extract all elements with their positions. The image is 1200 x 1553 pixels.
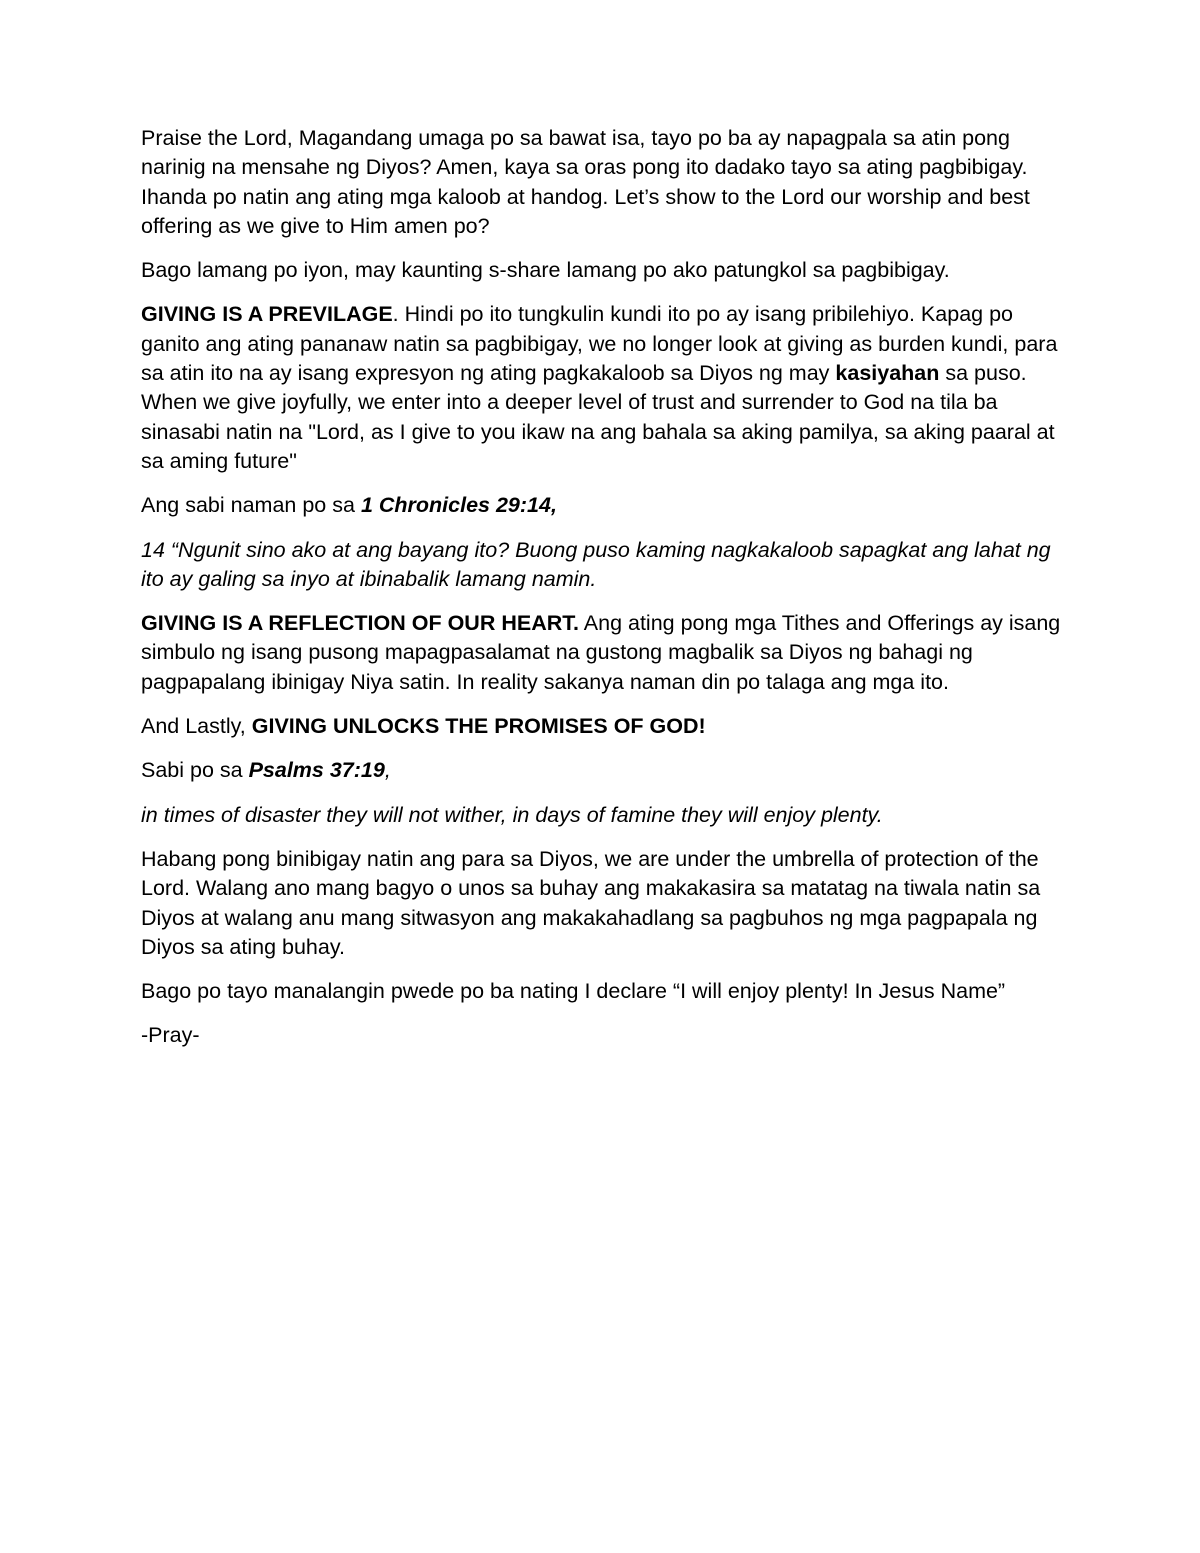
psalms-reference: Psalms 37:19: [248, 758, 385, 783]
psalms-intro-text: Sabi po sa: [141, 758, 249, 783]
reflection-heading: GIVING IS A REFLECTION OF OUR HEART.: [141, 611, 579, 636]
lastly-text: And Lastly,: [141, 714, 252, 739]
paragraph-declare: [141, 977, 1071, 1006]
promises-heading: GIVING UNLOCKS THE PROMISES OF GOD!: [251, 714, 706, 739]
paragraph-chronicles-intro: [141, 491, 1071, 520]
paragraph-privilege: [141, 300, 1071, 476]
greeting-text: Praise the Lord, Magandang umaga po sa bawat isa, tayo po ba ay napagpala sa atin pong narinig na mensahe ng Diyos? Amen, kaya sa oras pong ito dadako tayo sa ating pagbibigay. Ihanda po natin ang ating mga kaloob at handog. Let’s show to the Lord our worship and best offering as we give to Him amen po?: [141, 126, 1030, 238]
reflection-text: Ang ating pong mga Tithes and Offerings ay isang simbulo ng isang pusong mapagpasalamat na gustong magbalik sa Diyos ng bahagi ng pagpapalang ibinigay Niya satin. In reality sakanya naman din po talaga ang mga ito.: [141, 611, 1061, 694]
psalms-reference-comma: ,: [384, 758, 391, 783]
document-body: [141, 124, 1071, 1066]
privilege-bold-word: kasiyahan: [835, 361, 940, 386]
privilege-heading: GIVING IS A PREVILAGE: [141, 302, 393, 327]
paragraph-greeting: [141, 124, 1071, 241]
protection-text: Habang pong binibigay natin ang para sa Diyos, we are under the umbrella of protection of the Lord. Walang ano mang bagyo o unos sa buhay ang makakasira sa matatag na tiwala natin sa Diyos at walang anu mang sitwasyon ang makakahadlang sa pagbuhos ng mga pagpapala ng Diyos sa ating buhay.: [141, 846, 1041, 959]
chronicles-intro-text: Ang sabi naman po sa: [141, 493, 361, 518]
paragraph-pray: [141, 1021, 1071, 1050]
psalms-verse-text: in times of disaster they will not wither, in days of famine they will enjoy plenty.: [141, 802, 883, 827]
privilege-text-a: . Hindi po ito tungkulin kundi ito po ay isang pribilehiyo. Kapag po ganito ang ating pananaw natin sa pagbibigay, we no longer look at giving as burden kundi, para sa atin ito na ay isang expresyon ng ating pagkakaloob sa Diyos ng may: [141, 302, 1058, 386]
paragraph-protection: [141, 845, 1071, 962]
privilege-text-b: sa puso. When we give joyfully, we enter into a deeper level of trust and surrender to God na tila ba sinasabi natin na "Lord, as I give to you ikaw na ang bahala sa aking pamilya, sa aking paaral at sa aming future": [141, 361, 1055, 473]
pray-text: -Pray-: [141, 1023, 200, 1048]
paragraph-reflection: [141, 609, 1071, 697]
paragraph-psalms-intro: [141, 756, 1071, 785]
paragraph-chronicles-verse: [141, 536, 1071, 595]
paragraph-intro: [141, 256, 1071, 285]
intro-text: Bago lamang po iyon, may kaunting s-share lamang po ako patungkol sa pagbibigay.: [141, 258, 950, 283]
paragraph-psalms-verse: [141, 801, 1071, 830]
declare-text: Bago po tayo manalangin pwede po ba nating I declare “I will enjoy plenty! In Jesus Name”: [141, 979, 1006, 1004]
chronicles-reference: 1 Chronicles 29:14,: [360, 493, 557, 518]
paragraph-lastly: [141, 712, 1071, 741]
chronicles-verse-text: 14 “Ngunit sino ako at ang bayang ito? Buong puso kaming nagkakaloob sapagkat ang lahat ng ito ay galing sa inyo at ibinabalik lamang namin.: [141, 537, 1051, 591]
